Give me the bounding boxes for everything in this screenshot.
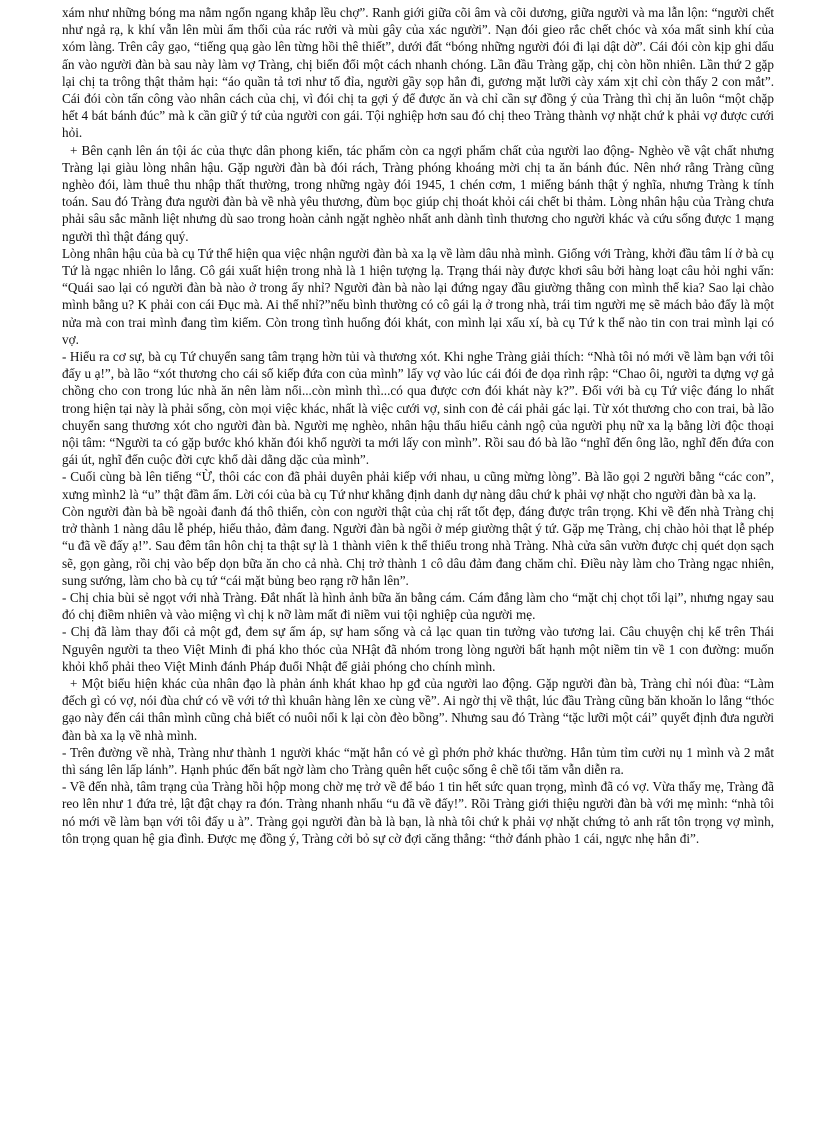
paragraph-trang-kindness: + Bên cạnh lên án tội ác của thực dân phong kiến, tác phẩm còn ca ngợi phẩm chất của người lao động- Nghèo về vật chất nhưng Tràng lại giàu lòng nhân hậu. Gặp người đàn bà đói rách, Tràng phóng khoáng mời chị ta ăn bánh đúc. Nên nhớ rằng Tràng cũng nghèo đói, làm thuê thu nhập thất thường, trong những ngày đói 1945, 1 chén cơm, 1 miếng bánh thật ý nghĩa, nhưng Tràng k tính toán. Sau đó Tràng đưa người đàn bà về nhà yêu thương, đùm bọc giúp chị thoát khỏi cái chết bi thảm. Lòng nhân hậu của Tràng chưa phải sâu sắc mãnh liệt nhưng dù sao trong hoàn cảnh ngặt nghèo nhất anh dành tình thương cho người khác và cứu sống được 1 mạng người thì thật đáng quý. — [62, 142, 774, 244]
paragraph-mother-kindness: Lòng nhân hậu của bà cụ Tứ thể hiện qua việc nhận người đàn bà xa lạ về làm dâu nhà mình. Giống với Tràng, khởi đầu tâm lí ở bà cụ Tứ là ngạc nhiên lo lắng. Cô gái xuất hiện trong nhà là 1 hiện tượng lạ. Trạng thái này được khơi sâu bởi hàng loạt câu hỏi nghi vấn: “Quái sao lại có người đàn bà nào ở trong ấy nhỉ? Người đàn bà nào lại đứng ngay đầu giường thằng con mình thế kia? Sao lại chào mình bằng u? K phải con cái Đục mà. Ai thế nhỉ?”nếu bình thường có cô gái lạ ở trong nhà, trái tim người mẹ sẽ mách bảo đấy là một nửa mà con trai mình đang tìm kiếm. Còn trong tình huống đói khát, con mình lại xấu xí, bà cụ Tứ k thể nào tin con trai mình lại có vợ. — [62, 245, 774, 347]
paragraph-bran-meal: - Chị chia bùi sẻ ngọt với nhà Tràng. Đắt nhất là hình ảnh bữa ăn bằng cám. Cám đắng làm cho “mặt chị chọt tối lại”, nhưng ngay sau đó chị điềm nhiên và vào miệng vì chị k nỡ làm mất đi niềm vui tội nghiệp của người mẹ. — [62, 589, 774, 623]
paragraph-mother-blessing: - Cuối cùng bà lên tiếng “Ừ, thôi các con đã phải duyên phải kiếp với nhau, u cũng mừng lòng”. Bà lão gọi 2 người bằng “các con”, xưng mình2 là “u” thật đầm ấm. Lời cói của bà cụ Tứ như khẳng định danh dự nàng dâu chứ k phải vợ nhặt cho người đàn bà xa lạ. — [62, 469, 774, 502]
paragraph-family-change: - Chị đã làm thay đổi cả một gđ, đem sự ấm áp, sự ham sống và cả lạc quan tin tưởng vào tương lai. Câu chuyện chị kể trên Thái Nguyên người ta theo Việt Minh đi phá kho thóc của NHật đã nhóm trong lòng người bất hạnh một niềm tin về 1 con đường: muốn khỏi khổ phải theo Việt Minh đánh Pháp đuổi Nhật để giải phóng cho chính mình. — [62, 624, 774, 674]
paragraph-wife-character: Còn người đàn bà bề ngoài đanh đá thô thiển, còn con người thật của chị rất tốt đẹp, đáng được trân trọng. Khi về đến nhà Tràng chị trở thành 1 nàng dâu lễ phép, hiếu thảo, đảm đang. Người đàn bà ngồi ở mép giường thật ý tứ. Gặp mẹ Tràng, chị chào hỏi thạt lễ phép “u đã về đấy ạ!”. Sau đêm tân hôn chị ta thật sự là 1 thành viên k thể thiếu trong nhà Tràng. Nhà cửa sân vườn được chị quét dọn sạch sẽ, gọn gàng, rồi chị vào bếp dọn bữa ăn cho cả nhà. Chị trở thành 1 cô dâu đảm đang chăm chỉ. Điều này làm cho Tràng ngạc nhiên, sung sướng, làm cho bà cụ tứ “cái mặt bủng beo rạng rỡ hẳn lên”. — [62, 503, 774, 588]
paragraph-mother-pity: - Hiểu ra cơ sự, bà cụ Tứ chuyển sang tâm trạng hờn tủi và thương xót. Khi nghe Tràng giải thích: “Nhà tôi nó mới về làm bạn với tôi đấy u ạ!”, bà lão “xót thương cho cái số kiếp đứa con của mình” lấy vợ vào lúc cái đói đe dọa rình rập: “Chao ôi, người ta dựng vợ gả chồng cho con trong lúc nhà ăn nên làm nổi...còn mình thì...có qua được cơn đói khát này k?”. Đối với bà cụ Tứ việc đáng lo nhất trong hiện tại này là phải sống, còn mọi việc khác, nhất là việc cưới vợ, sinh con đẻ cái phải gác lại. Từ xót thương cho con trai, bà lão chuyển sang thương xót cho người đàn bà. Người mẹ nghèo, nhân hậu thấu hiểu cảnh ngộ của người phụ nữ xa lạ bằng lời độc thoại nội tâm: “Người ta có gặp bước khó khăn đói khổ người ta mới lấy con mình”. Rồi sau đó bà lão “nghĩ đến ông lão, nghĩ đến đứa con gái út, nghĩ đến cuộc đời cực khổ dài dằng dặc của mình”. — [62, 349, 774, 468]
document-page — [62, 4, 774, 847]
paragraph-happiness-longing: + Một biểu hiện khác của nhân đạo là phản ánh khát khao hp gđ của người lao động. Gặp người đàn bà, Tràng chỉ nói đùa: “Làm đếch gì có vợ, nói đùa chứ có về với tớ thì khuân hàng lên xe cùng về”. Ai ngờ thị về thật, lúc đầu Tràng cũng băn khoăn lo lắng “thóc gạo này đến cái thân mình cũng chả biết có nuôi nổi k lại còn đèo bồng”. Nhưng sau đó Tràng “tặc lưỡi một cái” quyết định đưa người đàn bà xa lạ về nhà mình. — [62, 675, 774, 743]
paragraph-famine-description: xám như những bóng ma nằm ngổn ngang khắp lều chợ”. Ranh giới giữa cõi âm và cõi dương, giữa người và ma lẫn lộn: “người chết như ngả rạ, k khí vẫn lên mùi ẩm thối của rác rưởi và mùi gây của xác người”. Nạn đói gieo rắc chết chóc và xóa mất sinh khí của xóm làng. Trên cây gạo, “tiếng quạ gào lên từng hồi thê thiết”, dưới đất “bóng những người đói đi lại dật dờ”. Cái đói còn kịp ghi dấu ấn vào người đàn bà sau này làm vợ Tràng, chị biến đổi một cách nhanh chóng. Lần đầu Tràng gặp, chị còn hồn nhiên. Lần thứ 2 gặp lại chị ta trông thật thảm hại: “áo quần tả tơi như tổ đỉa, người gầy sọp hẳn đi, gương mặt lưỡi cày xám xịt chỉ còn thấy 2 con mắt”. Cái đói còn tấn công vào nhân cách của chị, vì đói chị ta gợi ý để được ăn và chỉ cần sự đồng ý của Tràng thì chị ăn luôn “một chặp hết 4 bát bánh đúc” mà k cần giữ ý tứ của người con gái. Tội nghiệp hơn sau đó chị theo Tràng thành vợ nhặt chứ k phải vợ được cưới hỏi. — [62, 5, 774, 141]
paragraph-way-home: - Trên đường về nhà, Tràng như thành 1 người khác “mặt hắn có vẻ gì phớn phở khác thường. Hắn tủm tỉm cười nụ 1 mình và 2 mắt thì sáng lên lấp lánh”. Hạnh phúc đến bất ngờ làm cho Tràng quên hết cuộc sống ê chề tối tăm vẫn diễn ra. — [62, 744, 774, 777]
paragraph-arrival-home: - Về đến nhà, tâm trạng của Tràng hồi hộp mong chờ mẹ trở về để báo 1 tin hết sức quan trọng, mình đã có vợ. Vừa thấy mẹ, Tràng đã reo lên như 1 đứa trẻ, lật đật chạy ra đón. Tràng nhanh nhẩu “u đã về đấy!”. Rồi Tràng giới thiệu người đàn bà với mẹ mình: “nhà tôi nó mới về làm bạn với tôi đấy u à”. Tràng gọi người đàn bà là bạn, là nhà tôi chứ k phải vợ nhặt chứng tỏ anh rất tôn trọng vợ mình, tôn trọng quan hệ gia đình. Được mẹ đồng ý, Tràng cởi bỏ sự cờ đợi căng thẳng: “thở đánh phào 1 cái, ngực nhẹ hẳn đi”. — [62, 779, 774, 846]
